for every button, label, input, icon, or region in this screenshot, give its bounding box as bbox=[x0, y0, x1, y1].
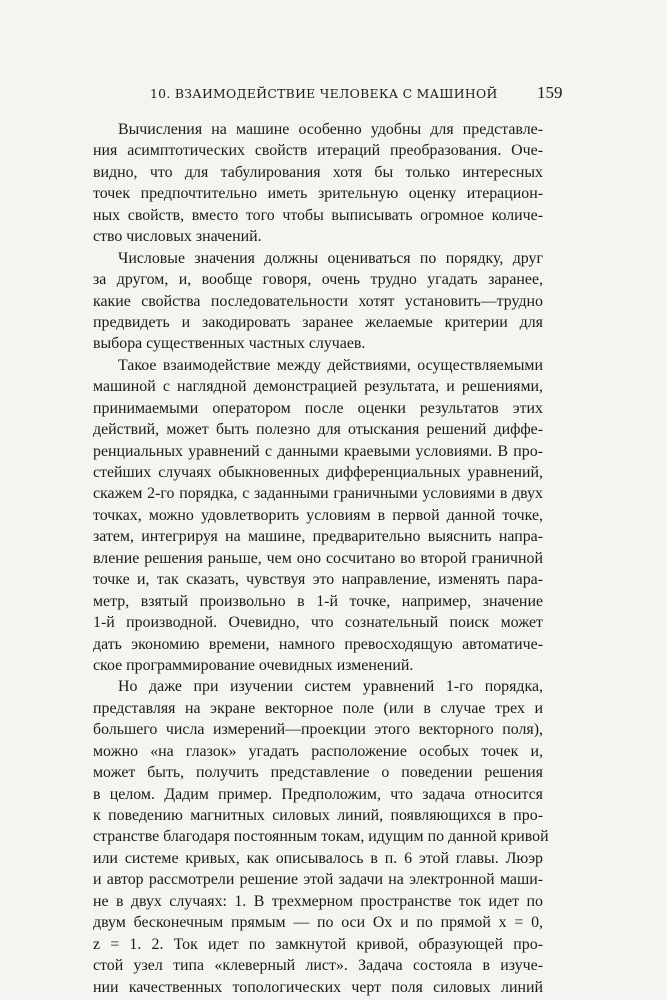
text-line: стейших случаях обыкновенных дифференциальных уравнений, bbox=[93, 464, 543, 481]
text-line: Но даже при изучении систем уравнений 1-го порядка, bbox=[118, 678, 543, 696]
text-line: ренциальных уравнений с данными краевыми условиями. В про- bbox=[93, 442, 543, 460]
text-line: двум бесконечным прямым — по оси Ox и по прямой x = 0, bbox=[93, 914, 543, 932]
text-line: метр, взятый произвольно в 1-й точке, например, значение bbox=[93, 592, 543, 610]
text-line: нии качественных топологических черт поля силовых линий bbox=[93, 978, 543, 996]
text-line: действий, может быть полезно для отыскания решений диффе- bbox=[93, 421, 543, 439]
text-line: скажем 2-го порядка, с заданными граничными условиями в двух bbox=[93, 485, 543, 503]
body-text bbox=[93, 119, 549, 998]
text-line: большего числа измерений—проекции этого векторного поля), bbox=[93, 721, 543, 739]
text-line: стой узел типа «клеверный лист». Задача состояла в изуче- bbox=[93, 957, 543, 975]
text-line: предвидеть и закодировать заранее желаемые критерии для bbox=[93, 313, 543, 331]
text-line: вление решения раньше, чем оно сосчитано во второй граничной bbox=[93, 549, 543, 567]
text-line: и автор рассмотрели решение этой задачи на электронной маши- bbox=[93, 871, 543, 889]
text-line: видно, что для табулирования хотя бы только интересных bbox=[93, 163, 543, 181]
text-line: ство числовых значений. bbox=[93, 228, 262, 246]
text-line: можно «на глазок» угадать расположение особых точек и, bbox=[93, 742, 543, 760]
text-line: ных свойств, вместо того чтобы выписывать огромное количе- bbox=[93, 206, 543, 224]
text-line: выбора существенных частных случаев. bbox=[93, 335, 366, 353]
text-line: точек предпочтительно иметь зрительную оценку итерацион- bbox=[93, 185, 543, 203]
text-line: z = 1. 2. Ток идет по замкнутой кривой, образующей про- bbox=[93, 935, 543, 953]
text-line: в целом. Дадим пример. Предположим, что задача относится bbox=[93, 785, 543, 803]
text-line: ния асимптотических свойств итераций преобразования. Оче- bbox=[93, 142, 543, 160]
text-line: Такое взаимодействие между действиями, осуществляемыми bbox=[118, 356, 543, 374]
text-line: 1-й производной. Очевидно, что сознательный поиск может bbox=[93, 614, 543, 632]
text-line: представляя на экране векторное поле (или в случае трех и bbox=[93, 699, 543, 717]
text-line: машиной с наглядной демонстрацией результата, и решениями, bbox=[93, 378, 543, 396]
text-line: или системе кривых, как описывалось в п. 6 этой главы. Люэр bbox=[93, 849, 543, 867]
text-line: не в двух случаях: 1. В трехмерном пространстве ток идет по bbox=[93, 892, 543, 910]
text-line: Вычисления на машине особенно удобны для представле- bbox=[118, 121, 543, 138]
text-line: какие свойства последовательности хотят установить—трудно bbox=[93, 292, 543, 310]
text-line: дать экономию времени, намного превосходящую автоматиче- bbox=[93, 635, 543, 653]
running-title: 10. ВЗАИМОДЕЙСТВИЕ ЧЕЛОВЕКА С МАШИНОЙ bbox=[150, 86, 498, 101]
page-number: 159 bbox=[537, 83, 563, 102]
text-line: может быть, получить представление о поведении решения bbox=[93, 764, 543, 782]
text-line: принимаемыми оператором после оценки результатов этих bbox=[93, 399, 543, 417]
text-line: странстве благодаря постоянным токам, идущим по данной кривой bbox=[93, 828, 549, 846]
text-line: за другом, и, вообще говоря, очень трудно угадать заранее, bbox=[93, 271, 543, 289]
text-line: затем, интегрируя на машине, предварительно выяснить напра- bbox=[93, 528, 543, 546]
text-line: точке и, так сказать, чувствуя это направление, изменять пара- bbox=[93, 571, 543, 589]
text-line: Числовые значения должны оцениваться по порядку, друг bbox=[118, 249, 543, 267]
text-line: к поведению магнитных силовых линий, появляющихся в про- bbox=[93, 807, 543, 824]
text-line: точках, можно удовлетворить условиям в первой данной точке, bbox=[93, 506, 543, 524]
text-line: ское программирование очевидных изменений. bbox=[93, 656, 414, 674]
